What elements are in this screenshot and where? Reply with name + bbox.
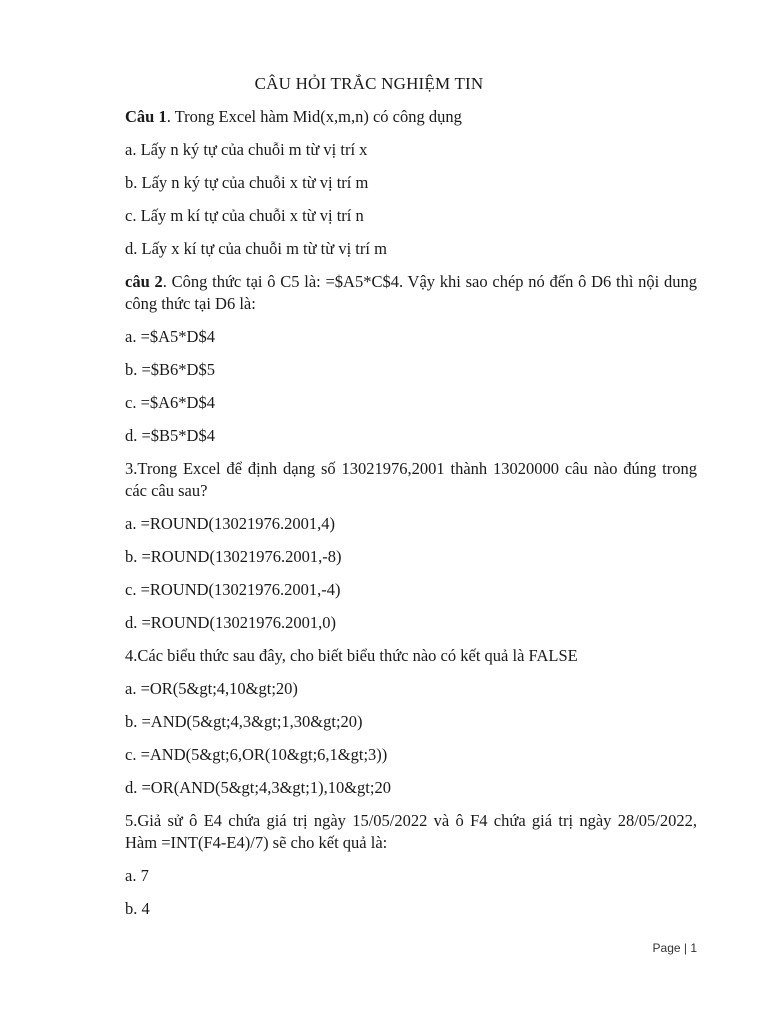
question-2-option-b: b. =$B6*D$5 (125, 360, 215, 379)
question-3-option-c: c. =ROUND(13021976.2001,-4) (125, 580, 341, 599)
question-4-option-c: c. =AND(5&gt;6,OR(10&gt;6,1&gt;3)) (125, 745, 388, 764)
question-2-option-a: a. =$A5*D$4 (125, 327, 215, 346)
question-5-option-a: a. 7 (125, 866, 149, 885)
question-2-option-c: c. =$A6*D$4 (125, 393, 215, 412)
page-title: CÂU HỎI TRẮC NGHIỆM TIN (254, 74, 484, 93)
question-4-option-d: d. =OR(AND(5&gt;4,3&gt;1),10&gt;20 (125, 778, 391, 797)
question-1-option-d: d. Lấy x kí tự của chuỗi m từ từ vị trí m (125, 239, 387, 258)
question-4-text: 4.Các biểu thức sau đây, cho biết biểu thức nào có kết quả là FALSE (125, 646, 578, 665)
question-2 (125, 271, 697, 315)
question-1-option-b: b. Lấy n ký tự của chuỗi x từ vị trí m (125, 173, 369, 192)
question-4-option-a: a. =OR(5&gt;4,10&gt;20) (125, 679, 298, 698)
question-2-label: câu 2 (125, 272, 163, 291)
question-3-option-a: a. =ROUND(13021976.2001,4) (125, 514, 336, 533)
question-2-option-d: d. =$B5*D$4 (125, 426, 215, 445)
question-1-option-a: a. Lấy n ký tự của chuỗi m từ vị trí x (125, 140, 368, 159)
page-number: Page | 1 (652, 941, 697, 955)
question-2-text: . Công thức tại ô C5 là: =$A5*C$4. Vậy khi sao chép nó đến ô D6 thì nội dung công thức tại D6 là: (125, 272, 698, 313)
question-5-option-b: b. 4 (125, 899, 150, 918)
question-5-text: 5.Giả sử ô E4 chứa giá trị ngày 15/05/2022 và ô F4 chứa giá trị ngày 28/05/2022, Hàm =INT(F4-E4)/7) sẽ cho kết quả là: (125, 811, 697, 852)
question-4-option-b: b. =AND(5&gt;4,3&gt;1,30&gt;20) (125, 712, 363, 731)
question-1 (125, 106, 697, 128)
question-3-text: 3.Trong Excel để định dạng số 13021976,2001 thành 13020000 câu nào đúng trong các câu sau? (125, 459, 697, 500)
question-3-option-b: b. =ROUND(13021976.2001,-8) (125, 547, 342, 566)
question-1-option-c: c. Lấy m kí tự của chuỗi x từ vị trí n (125, 206, 364, 225)
question-1-label: Câu 1 (125, 107, 167, 126)
question-3-option-d: d. =ROUND(13021976.2001,0) (125, 613, 336, 632)
question-1-text: . Trong Excel hàm Mid(x,m,n) có công dụng (166, 107, 462, 126)
